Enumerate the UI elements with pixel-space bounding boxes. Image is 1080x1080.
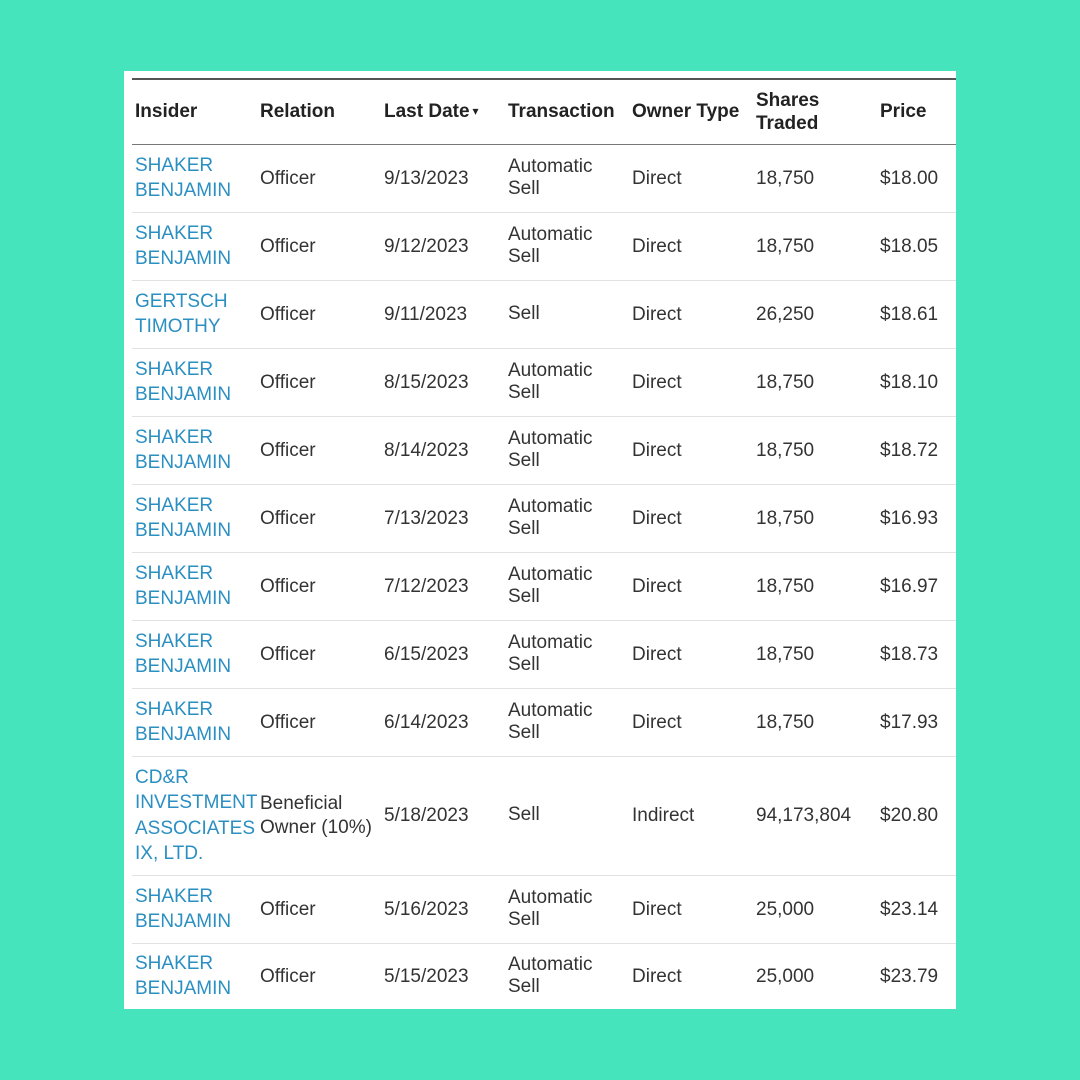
insider-cell [132, 875, 257, 943]
transaction-cell [505, 348, 629, 416]
insider-cell [132, 280, 257, 348]
header-relation [257, 79, 381, 144]
price-cell: $16.97 [880, 575, 939, 597]
transaction-cell [505, 756, 629, 875]
price-cell: $18.72 [880, 439, 939, 461]
transaction-cell [505, 688, 629, 756]
insider-trading-table [132, 78, 956, 1009]
header-relation-label: Relation [260, 101, 335, 123]
shares-cell: 18,750 [756, 371, 815, 393]
insider-link[interactable]: SHAKER BENJAMIN [135, 426, 232, 473]
insider-link[interactable]: SHAKER BENJAMIN [135, 358, 232, 405]
relation-cell: Officer [260, 965, 316, 987]
insider-link[interactable]: SHAKER BENJAMIN [135, 562, 232, 609]
insider-cell [132, 212, 257, 280]
price-cell: $20.80 [880, 805, 939, 826]
owner-type-cell: Indirect [632, 805, 695, 826]
relation-cell: Officer [260, 575, 316, 597]
price-cell: $16.93 [880, 507, 939, 529]
transaction-label: Sell [508, 302, 540, 324]
header-price [877, 79, 956, 144]
table-row [132, 280, 956, 348]
insider-link[interactable]: GERTSCH TIMOTHY [135, 290, 228, 337]
transaction-label: Automatic Sell [508, 427, 593, 471]
insider-cell [132, 688, 257, 756]
relation-cell: Officer [260, 167, 316, 189]
date-cell: 5/16/2023 [384, 898, 469, 920]
relation-cell: Officer [260, 303, 316, 325]
relation-cell: Officer [260, 439, 316, 461]
transaction-label: Sell [508, 804, 540, 826]
owner-type-cell: Direct [632, 167, 682, 189]
header-last-date-label[interactable]: Last Date [384, 101, 470, 123]
relation-cell: Officer [260, 371, 316, 393]
owner-type-cell: Direct [632, 575, 682, 597]
date-cell: 5/15/2023 [384, 965, 469, 987]
insider-cell [132, 552, 257, 620]
table-row [132, 416, 956, 484]
price-cell: $17.93 [880, 711, 939, 733]
table-row [132, 348, 956, 416]
table-row [132, 756, 956, 875]
insider-link[interactable]: SHAKER BENJAMIN [135, 885, 232, 932]
date-cell: 9/13/2023 [384, 167, 469, 189]
transaction-label: Automatic Sell [508, 155, 593, 199]
header-last-date[interactable] [381, 79, 505, 144]
price-cell: $18.73 [880, 643, 939, 665]
transaction-cell [505, 144, 629, 212]
transaction-cell [505, 552, 629, 620]
insider-link[interactable]: SHAKER BENJAMIN [135, 952, 232, 1000]
transaction-label: Automatic Sell [508, 953, 593, 998]
transaction-label: Automatic Sell [508, 631, 593, 675]
transaction-label: Automatic Sell [508, 699, 593, 743]
insider-cell [132, 943, 257, 1009]
table-row [132, 212, 956, 280]
insider-cell [132, 416, 257, 484]
transaction-cell [505, 620, 629, 688]
header-shares-traded [753, 79, 877, 144]
insider-cell [132, 484, 257, 552]
transaction-label: Automatic Sell [508, 886, 593, 930]
date-cell: 7/13/2023 [384, 507, 469, 529]
table-row [132, 875, 956, 943]
owner-type-cell: Direct [632, 507, 682, 529]
relation-cell: Officer [260, 711, 316, 733]
price-cell: $18.05 [880, 235, 939, 257]
shares-cell: 18,750 [756, 643, 815, 665]
table-row [132, 552, 956, 620]
header-owner-type [629, 79, 753, 144]
relation-cell: Officer [260, 507, 316, 529]
header-transaction-label: Transaction [508, 101, 615, 123]
shares-cell: 25,000 [756, 965, 815, 987]
header-shares-traded-label: Shares Traded [756, 89, 820, 134]
insider-cell [132, 348, 257, 416]
owner-type-cell: Direct [632, 965, 682, 987]
header-transaction [505, 79, 629, 144]
shares-cell: 26,250 [756, 303, 815, 325]
owner-type-cell: Direct [632, 439, 682, 461]
transaction-cell [505, 280, 629, 348]
transaction-label: Automatic Sell [508, 223, 593, 267]
insider-cell [132, 756, 257, 875]
owner-type-cell: Direct [632, 898, 682, 920]
insider-link[interactable]: SHAKER BENJAMIN [135, 630, 232, 677]
price-cell: $23.14 [880, 898, 939, 920]
insider-link[interactable]: SHAKER BENJAMIN [135, 222, 232, 269]
relation-cell: Officer [260, 235, 316, 257]
table-row [132, 688, 956, 756]
price-cell: $18.00 [880, 167, 939, 189]
sort-down-icon[interactable]: ▾ [472, 104, 479, 119]
transaction-label: Automatic Sell [508, 495, 593, 539]
date-cell: 9/11/2023 [384, 303, 468, 325]
owner-type-cell: Direct [632, 711, 682, 733]
header-insider [132, 79, 257, 144]
price-cell: $23.79 [880, 965, 939, 987]
shares-cell: 18,750 [756, 575, 815, 597]
relation-cell [257, 756, 381, 875]
date-cell: 5/18/2023 [384, 805, 469, 826]
insider-link[interactable]: SHAKER BENJAMIN [135, 154, 232, 201]
price-cell: $18.61 [880, 303, 939, 325]
relation-cell: Officer [260, 898, 316, 920]
transaction-cell [505, 875, 629, 943]
shares-cell: 18,750 [756, 235, 815, 257]
owner-type-cell: Direct [632, 371, 682, 393]
header-price-label: Price [880, 101, 927, 123]
relation-cell: Officer [260, 643, 316, 665]
shares-cell: 25,000 [756, 898, 815, 920]
transaction-cell [505, 212, 629, 280]
table-row [132, 620, 956, 688]
date-cell: 9/12/2023 [384, 235, 469, 257]
owner-type-cell: Direct [632, 235, 682, 257]
date-cell: 8/14/2023 [384, 439, 469, 461]
transaction-label: Automatic Sell [508, 359, 593, 403]
table-row [132, 144, 956, 212]
date-cell: 6/15/2023 [384, 643, 469, 665]
table-header-row [132, 79, 956, 144]
insider-cell [132, 620, 257, 688]
header-owner-type-label: Owner Type [632, 101, 740, 123]
table-row [132, 943, 956, 1009]
date-cell: 8/15/2023 [384, 371, 469, 393]
header-insider-label: Insider [135, 101, 198, 123]
shares-cell: 18,750 [756, 711, 815, 733]
transaction-cell [505, 416, 629, 484]
shares-cell: 94,173,804 [756, 805, 852, 826]
insider-cell [132, 144, 257, 212]
owner-type-cell: Direct [632, 643, 682, 665]
date-cell: 7/12/2023 [384, 575, 469, 597]
insider-link[interactable]: SHAKER BENJAMIN [135, 494, 232, 541]
shares-cell: 18,750 [756, 167, 815, 189]
owner-type-cell: Direct [632, 303, 682, 325]
insider-link[interactable]: SHAKER BENJAMIN [135, 698, 232, 745]
table-row [132, 484, 956, 552]
insider-trading-card [124, 71, 956, 1009]
shares-cell: 18,750 [756, 507, 815, 529]
transaction-label: Automatic Sell [508, 563, 593, 607]
relation-label: Beneficial Owner (10%) [260, 792, 372, 838]
date-cell: 6/14/2023 [384, 711, 469, 733]
transaction-cell [505, 484, 629, 552]
insider-link[interactable]: CD&R INVESTMENT ASSOCIATES IX, LTD. [135, 766, 258, 864]
transaction-cell [505, 943, 629, 1009]
price-cell: $18.10 [880, 371, 939, 393]
shares-cell: 18,750 [756, 439, 815, 461]
